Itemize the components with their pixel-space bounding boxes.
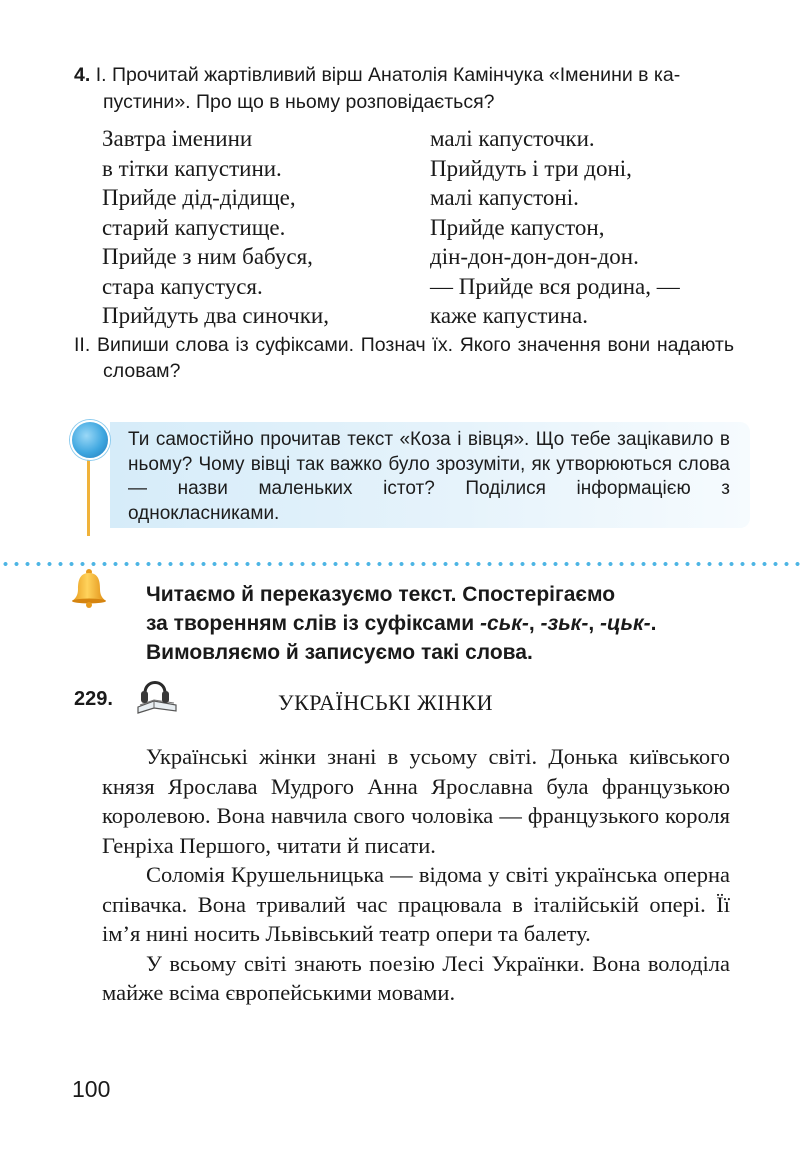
lesson-heading	[146, 580, 746, 667]
lesson-line-2-text: за творенням слів із суфіксами	[146, 612, 481, 635]
task-4-number: 4.	[74, 64, 91, 86]
dotted-divider	[0, 561, 800, 567]
poem-line: Завтра іменини	[102, 126, 253, 151]
page-number: 100	[72, 1076, 111, 1102]
poem-line: Прийде капустон,	[430, 214, 605, 240]
poem-line: в тітки капустини.	[102, 155, 282, 181]
poem-line: дін-дон-дон-дон-дон.	[430, 244, 639, 269]
suffix-zk: -зьк-	[540, 612, 589, 635]
task-4-part-1	[74, 62, 734, 89]
story-paragraph: У всьому світі знають поезію Лесі Українки. Вона володіла майже всіма європейськими мовами.	[102, 950, 730, 1005]
period: .	[650, 612, 657, 635]
bell-icon	[68, 568, 110, 608]
story-paragraph: Соломія Крушельницька — відома у світі українська оперна співачка. Вона тривалий час працювала в італійській опері. Її ім’я нині носить Львівський театр опери та балету.	[102, 862, 730, 946]
poem-right-column	[430, 124, 680, 331]
poem-line: малі капустоні.	[430, 185, 579, 210]
poem-left-column	[102, 124, 329, 331]
info-box-text: Ти самостійно прочитав текст «Коза і вівця». Що тебе зацікавило в ньому? Чому вівці так важко було зрозуміти, як утворюються слова — назви маленьких істот? Поділися інформацією з однокласниками.	[128, 429, 730, 524]
task-4-part-2	[74, 332, 734, 384]
poem-line: Прийде з ним бабуся,	[102, 244, 313, 269]
poem-line: старий капустище.	[102, 214, 286, 240]
task-4-part-1-line-2: пустини». Про що в ньому розповідається?	[103, 91, 495, 113]
story-text	[102, 742, 730, 1008]
lesson-line-1: Читаємо й переказуємо текст. Спостерігаємо	[146, 583, 616, 606]
poem-line: — Прийде вся родина, —	[430, 273, 680, 299]
poem-line: Прийдуть і три доні,	[430, 155, 632, 181]
poem-line: стара капустуся.	[102, 273, 263, 299]
headphones-book-icon	[132, 667, 182, 717]
story-paragraph: Українські жінки знані в усьому світі. Донька київського князя Ярослава Мудрого Анна Ярославна була французькою королевою. Вона навчила свого чоловіка — французького короля Генріха Першого, читати й писати.	[102, 744, 730, 858]
lesson-line-3: Вимовляємо й записуємо такі слова.	[146, 641, 533, 664]
suffix-tsk: -цьк-	[600, 612, 651, 635]
poem-line: Прийде дід-дідище,	[102, 185, 296, 210]
task-4-part-2-text: ІІ. Випиши слова із суфіксами. Познач їх. Якого значення вони надають словам?	[74, 334, 734, 382]
task-4	[74, 62, 734, 116]
separator: ,	[528, 612, 541, 635]
task-4-part-1-line-1: І. Прочитай жартівливий вірш Анатолія Камінчука «Іменини в ка-	[95, 64, 681, 86]
text-title: УКРАЇНСЬКІ ЖІНКИ	[278, 690, 494, 715]
poem-line: Прийдуть два синочки,	[102, 303, 329, 328]
exercise-number: 229.	[74, 688, 113, 710]
lesson-line-2	[146, 609, 746, 638]
pin-icon	[70, 420, 110, 460]
suffix-sk: -ськ-	[480, 612, 529, 635]
poem-line: малі капусточки.	[430, 126, 595, 151]
poem-line: каже капустина.	[430, 303, 588, 328]
separator: ,	[588, 612, 600, 635]
